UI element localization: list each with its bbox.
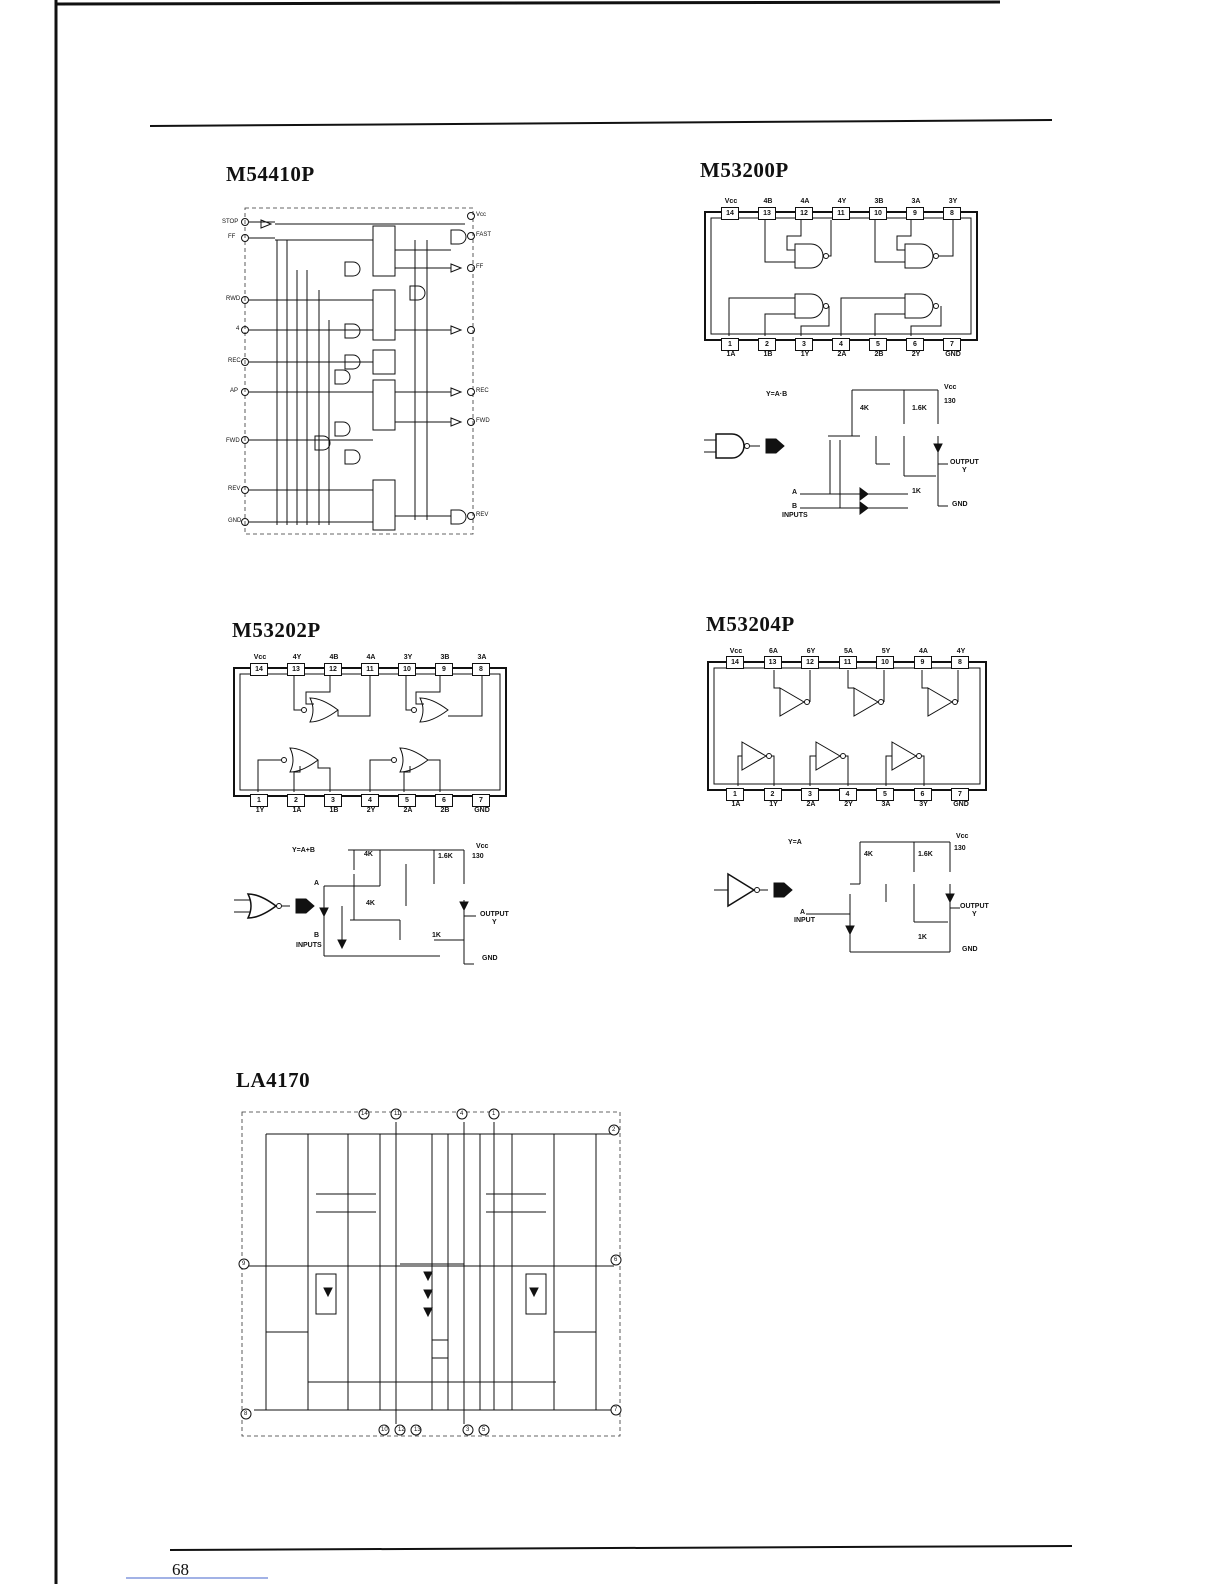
m53200p-gnd: GND (952, 501, 968, 508)
m53204p-top-label: 6Y (806, 648, 816, 655)
m53200p-top-pin: 12 (795, 207, 813, 220)
m53204p-bottom-label: 2A (806, 801, 816, 808)
m53200p-bottom-label: 2Y (911, 351, 921, 358)
la4170-pin-4: 4 (460, 1111, 464, 1117)
m53200p-top-pin: 13 (758, 207, 776, 220)
m53202p-inputs: INPUTS (296, 942, 322, 949)
m53204p-bottom-pin: 5 (876, 788, 894, 801)
m53204p-top-label: 5A (844, 648, 853, 655)
m53204p-bottom-pin: 7 (951, 788, 969, 801)
page-number: 68 (172, 1560, 189, 1579)
m53204p-top-label: 6A (769, 648, 778, 655)
m53202p-gnd: GND (482, 955, 498, 962)
m53204p-gnd: GND (962, 946, 978, 953)
m53200p-bottom-pin: 5 (869, 338, 887, 351)
m53204p-bottom-pin: 3 (801, 788, 819, 801)
m53202p-top-label: 3Y (403, 654, 413, 661)
m53202p-package-diagram (232, 652, 512, 812)
m53204p-input: INPUT (794, 917, 815, 924)
m53202p-top-pin: 10 (398, 663, 416, 676)
la4170-pin-2: 2 (612, 1127, 616, 1133)
m53204p-r-1k: 1K (918, 934, 927, 941)
m53204p-vcc: Vcc (956, 833, 969, 840)
la4170-pin-5: 5 (482, 1427, 486, 1433)
m53200p-bottom-pin: 7 (943, 338, 961, 351)
m53204p-top-pin: 11 (839, 656, 857, 669)
m54410p-pin-stop: STOP (222, 219, 239, 225)
m54410p-pin-rev-out: REV (476, 512, 489, 518)
m53204p-top-pin: 13 (764, 656, 782, 669)
m53202p-out-y: Y (492, 919, 497, 926)
la4170-pin-9: 9 (242, 1261, 246, 1267)
m53204p-top-label: 4Y (956, 648, 966, 655)
m53200p-bottom-label: 2B (874, 351, 884, 358)
la4170-circuit-diagram (236, 1104, 636, 1444)
m53204p-r-130: 130 (954, 845, 966, 852)
m53200p-bottom-pin: 6 (906, 338, 924, 351)
m53202p-bottom-pin: 2 (287, 794, 305, 807)
m53200p-bottom-pin: 3 (795, 338, 813, 351)
m53200p-top-label: 4A (800, 198, 810, 205)
m53204p-top-pin: 9 (914, 656, 932, 669)
m53200p-top-label: 3Y (948, 198, 958, 205)
m53200p-top-label: Vcc (724, 198, 738, 205)
m53204p-bottom-pin: 2 (764, 788, 782, 801)
la4170-pin-14: 14 (361, 1111, 368, 1117)
la4170-pin-10: 10 (381, 1427, 388, 1433)
m53204p-bottom-label: 3Y (919, 801, 928, 808)
la4170-pin-12: 12 (398, 1427, 405, 1433)
m53204p-bottom-label: 3A (881, 801, 891, 808)
m53200p-in-a: A (792, 489, 798, 496)
m53204p-top-pin: 14 (726, 656, 744, 669)
m53204p-bottom-label: GND (953, 801, 969, 808)
m54410p-pin-ap: AP (230, 388, 239, 394)
la4170-pin-1: 1 (492, 1111, 496, 1117)
m53200p-r-1-6k: 1.6K (912, 405, 927, 412)
la4170-title: LA4170 (236, 1068, 311, 1092)
m53202p-top-label: Vcc (253, 654, 267, 661)
m54410p-block-diagram (215, 200, 495, 540)
m53202p-r-130: 130 (472, 853, 484, 860)
m53204p-title: M53204P (706, 612, 795, 636)
m54410p-pin-ff: FF (228, 234, 236, 240)
m53202p-bottom-pin: 7 (472, 794, 490, 807)
la4170-pin-8: 8 (244, 1411, 248, 1417)
m53202p-bottom-pin: 5 (398, 794, 416, 807)
m54410p-pin-rwd: RWD (226, 296, 241, 302)
m53204p-top-label: 4A (919, 648, 928, 655)
m54410p-pin-4: 4 (236, 326, 240, 332)
m53204p-top-pin: 8 (951, 656, 969, 669)
m54410p-pin-vcc: Vcc (476, 212, 487, 218)
m53200p-bottom-label: GND (945, 351, 961, 358)
m53204p-top-pin: 10 (876, 656, 894, 669)
m53200p-in-b: B (792, 503, 798, 510)
m53200p-vcc: Vcc (944, 384, 957, 391)
m54410p-pin-fwd: FWD (226, 438, 240, 444)
m53200p-bottom-label: 1Y (800, 351, 810, 358)
m53202p-r-1-6k: 1.6K (438, 853, 453, 860)
m53204p-schematic (710, 832, 990, 972)
m53200p-out-y: Y (962, 467, 967, 474)
m53200p-r-130: 130 (944, 398, 956, 405)
m53204p-bottom-pin: 4 (839, 788, 857, 801)
m53200p-bottom-pin: 2 (758, 338, 776, 351)
m53202p-r-4k-b: 4K (366, 900, 375, 907)
m53204p-top-pin: 12 (801, 656, 819, 669)
m53202p-top-pin: 9 (435, 663, 453, 676)
m53200p-bottom-label: 2A (837, 351, 847, 358)
m54410p-pin-fast: FAST (476, 232, 492, 238)
m53200p-bottom-pin: 4 (832, 338, 850, 351)
m54410p-pin-rec-out: REC (476, 388, 489, 394)
m53202p-bottom-label: 2Y (366, 807, 376, 814)
m53204p-r-1-6k: 1.6K (918, 851, 933, 858)
m53204p-bottom-label: 2Y (844, 801, 853, 808)
m53204p-bottom-label: 1Y (769, 801, 778, 808)
m53202p-top-pin: 11 (361, 663, 379, 676)
m53202p-top-label: 4Y (292, 654, 302, 661)
m53204p-r-4k: 4K (864, 851, 873, 858)
m54410p-title: M54410P (226, 162, 315, 186)
m53200p-bottom-label: 1A (726, 351, 736, 358)
m53202p-top-pin: 8 (472, 663, 490, 676)
m53200p-inputs: INPUTS (782, 512, 808, 519)
m53204p-equation: Y=A (788, 839, 802, 846)
m53202p-bottom-pin: 6 (435, 794, 453, 807)
m54410p-pin-gnd: GND (228, 518, 242, 524)
m53200p-bottom-label: 1B (763, 351, 773, 358)
m53202p-bottom-label: 1B (329, 807, 339, 814)
m53200p-r-4k: 4K (860, 405, 869, 412)
m53204p-output: OUTPUT (960, 903, 989, 910)
m53204p-bottom-pin: 6 (914, 788, 932, 801)
m53204p-bottom-label: 1A (731, 801, 741, 808)
m54410p-pin-rev: REV (228, 486, 241, 492)
la4170-pin-13: 13 (414, 1427, 421, 1433)
m53204p-out-y: Y (972, 911, 977, 918)
m53202p-top-label: 3A (477, 654, 487, 661)
m54410p-pin-fwd-out: FWD (476, 418, 490, 424)
m53202p-schematic (230, 840, 510, 980)
m53200p-top-pin: 11 (832, 207, 850, 220)
m53202p-bottom-label: 2B (440, 807, 450, 814)
m53202p-bottom-pin: 3 (324, 794, 342, 807)
m53200p-package-diagram (703, 196, 983, 356)
m53202p-in-a: A (314, 880, 320, 887)
m53202p-title: M53202P (232, 618, 321, 642)
m53202p-r-4k: 4K (364, 851, 373, 858)
la4170-pin-3: 3 (466, 1427, 470, 1433)
m53202p-bottom-pin: 4 (361, 794, 379, 807)
m53200p-equation: Y=A·B (766, 391, 788, 398)
m53200p-top-pin: 9 (906, 207, 924, 220)
m53200p-top-pin: 8 (943, 207, 961, 220)
m53202p-bottom-pin: 1 (250, 794, 268, 807)
m53202p-output: OUTPUT (480, 911, 509, 918)
m53202p-top-label: 4B (329, 654, 339, 661)
m53202p-in-b: B (314, 932, 320, 939)
m53202p-r-1k: 1K (432, 932, 441, 939)
m53200p-output: OUTPUT (950, 459, 979, 466)
m53200p-top-label: 3B (874, 198, 884, 205)
m53204p-package-diagram (706, 646, 991, 806)
m54410p-left-pins (242, 219, 276, 526)
m53202p-top-pin: 12 (324, 663, 342, 676)
m53204p-bottom-pin: 1 (726, 788, 744, 801)
m53204p-top-label: Vcc (729, 648, 743, 655)
m53200p-schematic (700, 384, 980, 524)
la4170-pin-7: 7 (614, 1407, 618, 1413)
m53202p-bottom-label: 1Y (255, 807, 265, 814)
m53200p-bottom-pin: 1 (721, 338, 739, 351)
m53202p-equation: Y=A+B (292, 847, 315, 854)
m53202p-top-label: 4A (366, 654, 376, 661)
m53200p-title: M53200P (700, 158, 789, 182)
m53202p-top-label: 3B (440, 654, 450, 661)
m53202p-bottom-label: 2A (403, 807, 413, 814)
m53204p-top-label: 5Y (881, 648, 891, 655)
la4170-pin-11: 11 (394, 1111, 401, 1117)
m53200p-top-pin: 14 (721, 207, 739, 220)
m53200p-r-1k: 1K (912, 488, 921, 495)
m53202p-vcc: Vcc (476, 843, 489, 850)
m53200p-top-label: 4B (763, 198, 773, 205)
m53202p-top-pin: 14 (250, 663, 268, 676)
m53202p-bottom-label: GND (474, 807, 490, 814)
m54410p-pin-rec: REC (228, 358, 241, 364)
m54410p-pin-ff-out: FF (476, 264, 484, 270)
la4170-pin-6: 6 (614, 1257, 618, 1263)
m53202p-bottom-label: 1A (292, 807, 302, 814)
m53204p-in-a: A (800, 909, 806, 916)
m53200p-top-label: 3A (911, 198, 921, 205)
m53200p-top-label: 4Y (837, 198, 847, 205)
m53200p-top-pin: 10 (869, 207, 887, 220)
m53202p-top-pin: 13 (287, 663, 305, 676)
